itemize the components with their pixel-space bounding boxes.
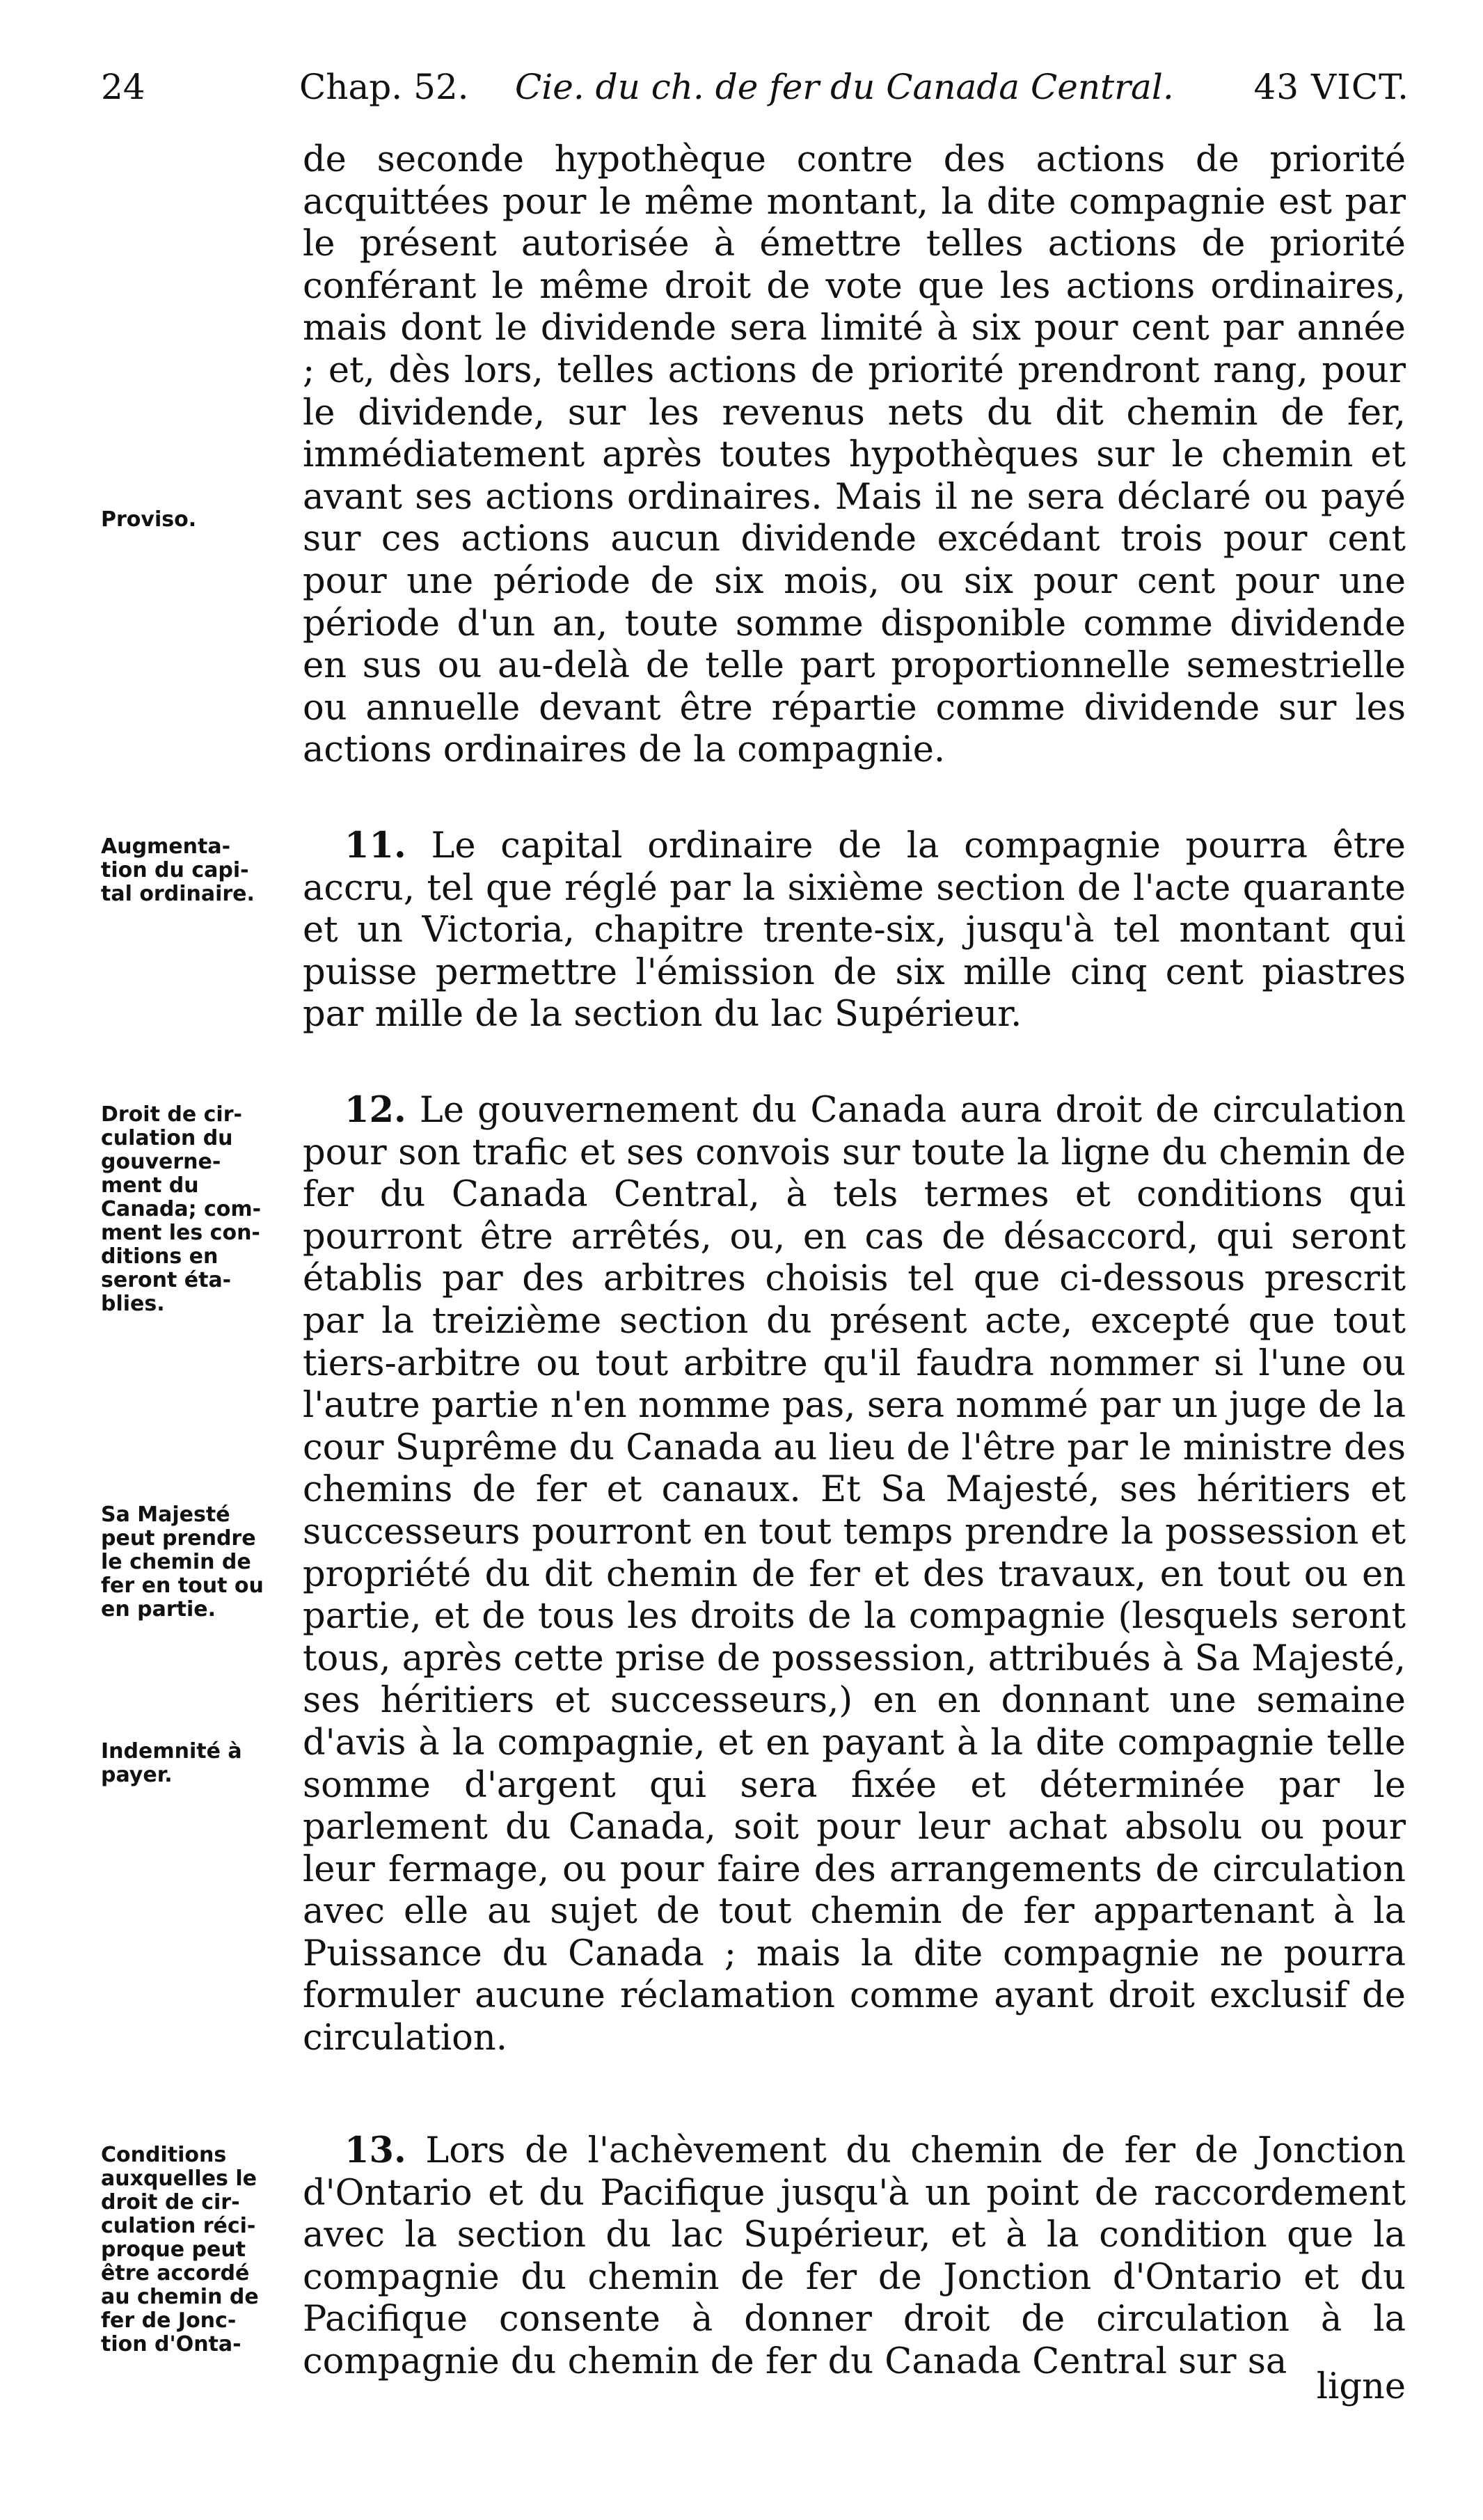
margin-note-line: ditions en [101, 1244, 219, 1269]
margin-note-line: Conditions [101, 2143, 227, 2167]
margin-note-line: fer en tout ou [101, 1574, 264, 1598]
section-number: 11. [344, 825, 406, 866]
margin-note-line: seront éta- [101, 1268, 232, 1292]
margin-note-line: droit de cir- [101, 2190, 240, 2214]
section-11 [303, 825, 1406, 1036]
margin-note-line: payer. [101, 1763, 173, 1787]
margin-note-line: le chemin de [101, 1550, 251, 1574]
margin-note-line: fer de Jonc- [101, 2308, 237, 2333]
paragraph-continuation [303, 139, 1406, 772]
page-header [101, 56, 1409, 118]
margin-note-conditions [101, 2143, 299, 2356]
margin-note-line: Indemnité à [101, 1739, 242, 1764]
margin-note-line: Sa Majesté [101, 1503, 230, 1527]
section-text: Le capital ordinaire de la compagnie pourra être accru, tel que réglé par la sixième section de l'acte quarante et un Victoria, chapitre trente-six, jusqu'à tel montant qui puisse permettre l'émission de six mille cinq cent piastres par mille de la section du lac Supérieur. [303, 825, 1406, 1036]
catchword [303, 2366, 1406, 2409]
margin-note-line: au chemin de [101, 2285, 259, 2309]
margin-note-line: auxquelles le [101, 2166, 257, 2191]
margin-note-line: en partie. [101, 1597, 216, 1622]
regnal-year: 43 VICT. [1253, 67, 1409, 107]
section-13 [303, 2130, 1406, 2384]
section-number: 13. [344, 2130, 406, 2171]
margin-note-line: gouverne- [101, 1150, 221, 1174]
margin-note-line: ment les con- [101, 1221, 260, 1245]
page-number: 24 [101, 67, 145, 107]
section-number: 12. [344, 1089, 406, 1131]
section-text: Lors de l'achèvement du chemin de fer de Jonction d'Ontario et du Pacifique jusqu'à un point de raccordement avec la section du lac Supérieur, et à la condition que la compagnie du chemin de fer de Jonction d'Ontario et du Pacifique consente à donner droit de circulation à la compagnie du chemin de fer du Canada Central sur sa [303, 2130, 1406, 2382]
margin-note-indemnite [101, 1740, 299, 1787]
margin-note-droit-circulation [101, 1103, 299, 1316]
section-12 [303, 1089, 1406, 2060]
section-text: Le gouvernement du Canada aura droit de circulation pour son trafic et ses convois sur toute la ligne du chemin de fer du Canada Central, à tels termes et conditions qui pourront être arrêtés, ou, en cas de désaccord, qui seront établis par des arbitres choisis tel que ci-dessous prescrit par la treizième section du présent acte, excepté que tout tiers-arbitre ou tout arbitre qu'il faudra nommer si l'une ou l'autre partie n'en nomme pas, sera nommé par un juge de la cour Suprême du Canada au lieu de l'être par le ministre des chemins de fer et canaux. Et Sa Majesté, ses héritiers et successeurs pourront en tout temps prendre la possession et propriété du dit chemin de fer et des travaux, en tout ou en partie, et de tous les droits de la compagnie (lesquels seront tous, après cette prise de possession, attribués à Sa Majesté, ses héritiers et successeurs,) en en donnant une semaine d'avis à la compagnie, et en payant à la dite compagnie telle somme d'argent qui sera fixée et déterminée par le parlement du Canada, soit pour leur achat absolu ou pour leur fermage, ou pour faire des arrangements de circulation avec elle au sujet de tout chemin de fer appartenant à la Puissance du Canada ; mais la dite compagnie ne pourra formuler aucune réclamation comme ayant droit exclusif de circulation. [303, 1090, 1406, 2059]
margin-note-line: culation réci- [101, 2214, 256, 2238]
margin-note-augmentation [101, 835, 299, 906]
margin-note-line: Proviso. [101, 507, 197, 532]
margin-note-line: tal ordinaire. [101, 882, 255, 906]
margin-note-line: Droit de cir- [101, 1102, 242, 1127]
margin-note-line: tion d'Onta- [101, 2332, 241, 2356]
margin-note-line: Augmenta- [101, 834, 231, 859]
margin-note-sa-majeste [101, 1503, 299, 1622]
catchword-text: ligne [1316, 2366, 1406, 2407]
margin-note-line: Canada; com- [101, 1197, 262, 1221]
margin-note-line: proque peut [101, 2237, 246, 2262]
margin-note-line: être accordé [101, 2261, 250, 2285]
margin-note-line: peut prendre [101, 1526, 256, 1551]
running-title: Cie. du ch. de fer du Canada Central. [515, 67, 1174, 107]
margin-note-line: culation du [101, 1126, 233, 1150]
margin-note-line: tion du capi- [101, 858, 249, 882]
chapter-label: Chap. 52. [299, 67, 469, 107]
margin-note-line: blies. [101, 1292, 165, 1316]
paragraph-text: de seconde hypothèque contre des actions de priorité acquittées pour le même montant, la dite compagnie est par le présent autorisée à émettre telles actions de priorité conférant le même droit de vote que les actions ordinaires, mais dont le dividende sera limité à six pour cent par année ; et, dès lors, telles actions de priorité prendront rang, pour le dividende, sur les revenus nets du dit chemin de fer, immédiatement après toutes hypothèques sur le chemin et avant ses actions ordinaires. Mais il ne sera déclaré ou payé sur ces actions aucun dividende excédant trois pour cent pour une période de six mois, ou six pour cent pour une période d'un an, toute somme disponible comme dividende en sus ou au-delà de telle part proportionnelle semestrielle ou annuelle devant être répartie comme dividende sur les actions ordinaires de la compagnie. [303, 139, 1406, 771]
margin-note-line: ment du [101, 1173, 199, 1198]
margin-note-proviso [101, 508, 299, 532]
